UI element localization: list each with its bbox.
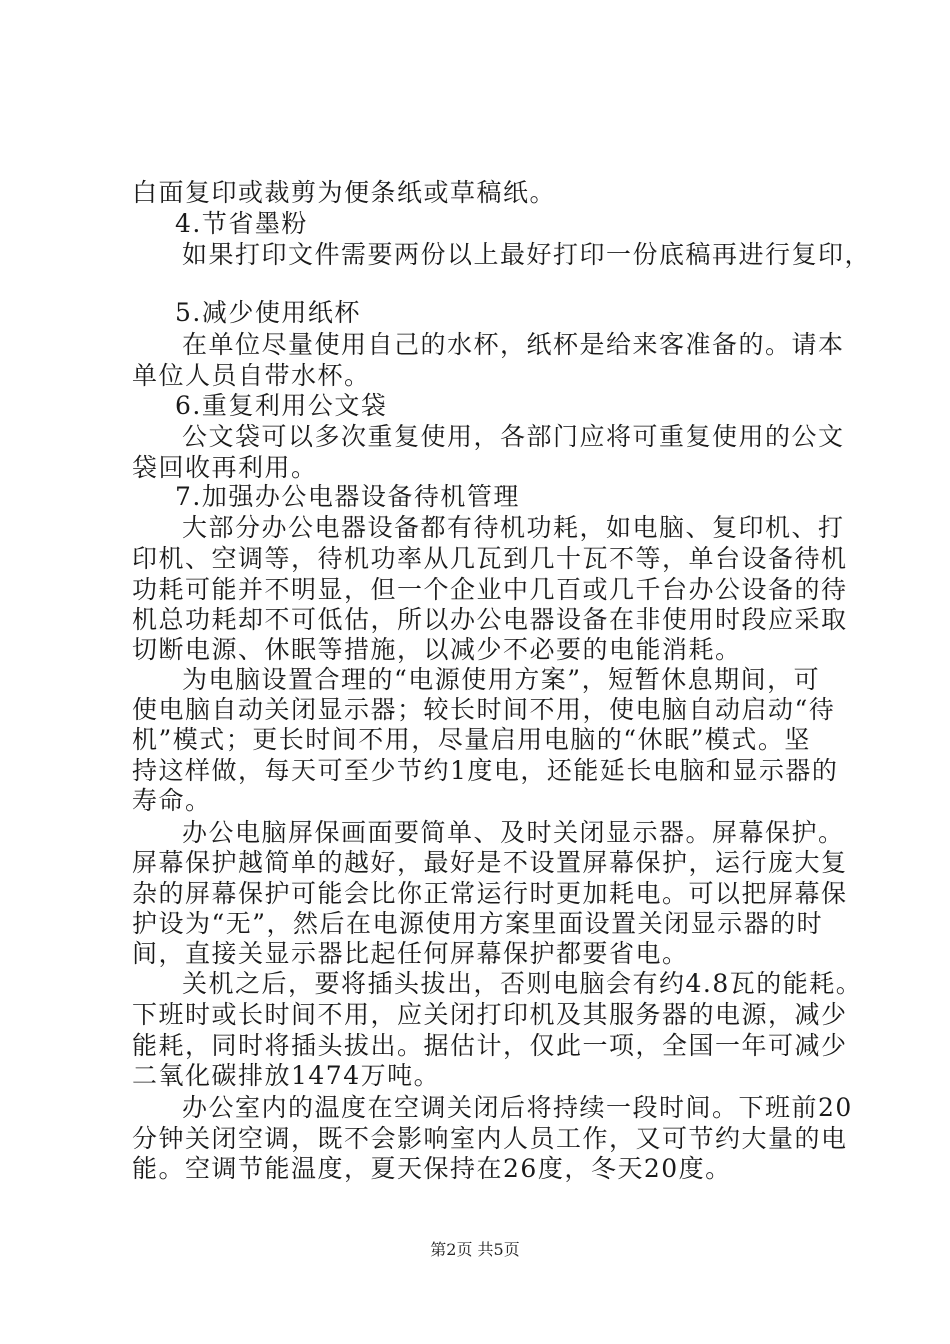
text-line: 机”模式；更长时间不用，尽量启用电脑的“休眠”模式。坚 [132, 725, 811, 754]
text-line: 公文袋可以多次重复使用，各部门应将可重复使用的公文 [182, 422, 845, 451]
text-line: 印机、空调等，待机功率从几瓦到几十瓦不等，单台设备待机 [132, 544, 848, 573]
section-heading: 7.加强办公电器设备待机管理 [175, 482, 520, 511]
text-line: 能耗，同时将插头拔出。据估计，仅此一项，全国一年可减少 [132, 1031, 848, 1060]
text-line: 二氧化碳排放1474万吨。 [132, 1061, 441, 1090]
text-line: 办公室内的温度在空调关闭后将持续一段时间。下班前20 [182, 1093, 853, 1122]
section-heading: 6.重复利用公文袋 [175, 391, 388, 420]
text-line: 寿命。 [132, 786, 212, 815]
text-line: 袋回收再利用。 [132, 453, 318, 482]
text-line: 能。空调节能温度，夏天保持在26度，冬天20度。 [132, 1154, 732, 1183]
text-line: 杂的屏幕保护可能会比你正常运行时更加耗电。可以把屏幕保 [132, 879, 848, 908]
text-line: 为电脑设置合理的“电源使用方案”，短暂休息期间，可 [182, 665, 821, 694]
text-line: 白面复印或裁剪为便条纸或草稿纸。 [132, 178, 557, 207]
text-line: 下班时或长时间不用，应关闭打印机及其服务器的电源，减少 [132, 1000, 848, 1029]
text-line: 切断电源、休眠等措施，以减少不必要的电能消耗。 [132, 635, 742, 664]
text-line: 单位人员自带水杯。 [132, 361, 371, 390]
section-heading: 4.节省墨粉 [175, 209, 308, 238]
text-line: 在单位尽量使用自己的水杯，纸杯是给来客准备的。请本 [182, 330, 845, 359]
text-line: 间，直接关显示器比起任何屏幕保护都要省电。 [132, 939, 689, 968]
text-line: 功耗可能并不明显，但一个企业中几百或几千台办公设备的待 [132, 575, 848, 604]
text-line: 办公电脑屏保画面要简单、及时关闭显示器。屏幕保护。 [182, 818, 845, 847]
page-number-footer: 第2页 共5页 [430, 1240, 520, 1259]
text-line: 机总功耗却不可低估，所以办公电器设备在非使用时段应采取 [132, 605, 848, 634]
text-line: 持这样做，每天可至少节约1度电，还能延长电脑和显示器的 [132, 756, 839, 785]
text-line: 如果打印文件需要两份以上最好打印一份底稿再进行复印， [182, 240, 872, 269]
text-line: 使电脑自动关闭显示器；较长时间不用，使电脑自动启动“待 [132, 695, 836, 724]
section-heading: 5.减少使用纸杯 [175, 298, 361, 327]
text-line: 护设为“无”，然后在电源使用方案里面设置关闭显示器的时 [132, 909, 824, 938]
text-line: 大部分办公电器设备都有待机功耗，如电脑、复印机、打 [182, 513, 845, 542]
text-line: 关机之后，要将插头拔出，否则电脑会有约4.8瓦的能耗。 [182, 969, 863, 998]
text-line: 屏幕保护越简单的越好，最好是不设置屏幕保护，运行庞大复 [132, 848, 848, 877]
text-line: 分钟关闭空调，既不会影响室内人员工作，又可节约大量的电 [132, 1124, 848, 1153]
